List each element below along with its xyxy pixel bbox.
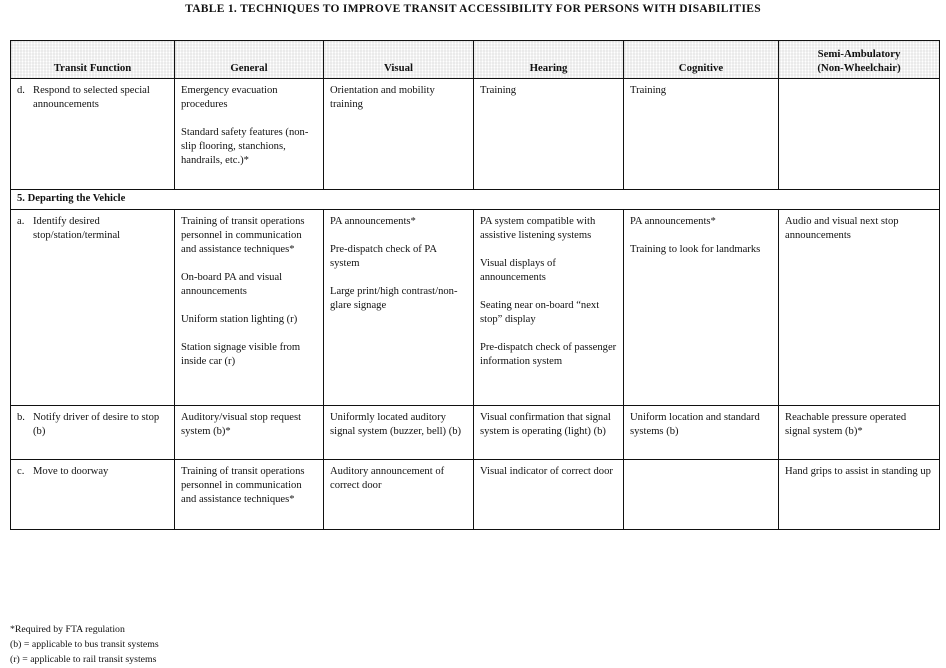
function-text: Notify driver of desire to stop (b) (33, 412, 160, 437)
cell-text: PA system compatible with assistive listening systems (480, 216, 596, 241)
cell-visual (324, 406, 474, 460)
function-text: Move to doorway (33, 466, 109, 477)
table-row (11, 210, 940, 406)
cell-text: Training of transit operations personnel in communication and assistance techniques* (181, 216, 305, 255)
row-label: a. (17, 216, 25, 227)
cell-cognitive (624, 406, 779, 460)
techniques-table (10, 40, 940, 530)
cell-visual (324, 460, 474, 530)
cell-semi-ambulatory (779, 406, 940, 460)
cell-text: Seating near on-board “next stop” display (480, 300, 600, 325)
cell-text: Training (480, 85, 517, 96)
header-row (11, 41, 940, 79)
cell-text: Training of transit operations personnel in communication and assistance techniques* (181, 466, 305, 505)
cell-semi-ambulatory (779, 460, 940, 530)
cell-cognitive (624, 460, 779, 530)
table-row (11, 460, 940, 530)
row-label: b. (17, 412, 25, 423)
header-semi-ambulatory-line1: Semi-Ambulatory (817, 48, 901, 60)
function-text: Respond to selected special announcements (33, 85, 150, 110)
cell-text: Pre-dispatch check of passenger information system (480, 342, 617, 367)
cell-text: PA announcements* (330, 216, 416, 227)
cell-general (175, 460, 324, 530)
table-row (11, 406, 940, 460)
cell-semi-ambulatory (779, 79, 940, 190)
cell-text: Uniform station lighting (r) (181, 314, 298, 325)
cell-text: Large print/high contrast/non-glare signage (330, 286, 458, 311)
cell-general (175, 79, 324, 190)
cell-text: Visual indicator of correct door (480, 466, 613, 477)
cell-text: Uniformly located auditory signal system (buzzer, bell) (b) (330, 412, 462, 437)
footnote: *Required by FTA regulation (10, 624, 125, 635)
cell-general (175, 406, 324, 460)
cell-text: Auditory announcement of correct door (330, 466, 445, 491)
footnote: (b) = applicable to bus transit systems (10, 639, 159, 650)
footnotes (10, 622, 159, 667)
cell-function (11, 79, 175, 190)
cell-text: Hand grips to assist in standing up (785, 466, 931, 477)
cell-semi-ambulatory (779, 210, 940, 406)
section-title: 5. Departing the Vehicle (17, 193, 126, 204)
cell-text: PA announcements* (630, 216, 716, 227)
row-label: c. (17, 466, 25, 477)
cell-text: Visual confirmation that signal system is operating (light) (b) (480, 412, 611, 437)
cell-text: Reachable pressure operated signal system (b)* (785, 412, 907, 437)
cell-text: Station signage visible from inside car (r) (181, 342, 301, 367)
cell-hearing (474, 460, 624, 530)
table-row (11, 79, 940, 190)
cell-function (11, 210, 175, 406)
cell-text: Emergency evacuation procedures (181, 85, 278, 110)
header-hearing: Hearing (474, 41, 624, 79)
cell-text: Audio and visual next stop announcements (785, 216, 899, 241)
cell-text: Standard safety features (non-slip flooring, stanchions, handrails, etc.)* (181, 127, 309, 166)
cell-hearing (474, 210, 624, 406)
cell-text: Orientation and mobility training (330, 85, 435, 110)
cell-text: Uniform location and standard systems (b) (630, 412, 760, 437)
header-transit-function: Transit Function (11, 41, 175, 79)
row-label: d. (17, 85, 25, 96)
cell-cognitive (624, 79, 779, 190)
header-cognitive: Cognitive (624, 41, 779, 79)
function-text: Identify desired stop/station/terminal (33, 216, 121, 241)
cell-function (11, 406, 175, 460)
cell-cognitive (624, 210, 779, 406)
header-semi-ambulatory-line2: (Non-Wheelchair) (817, 62, 901, 74)
section-row (11, 190, 940, 210)
cell-text: Pre-dispatch check of PA system (330, 244, 437, 269)
header-visual: Visual (324, 41, 474, 79)
cell-text: On-board PA and visual announcements (181, 272, 283, 297)
table-title: TABLE 1. TECHNIQUES TO IMPROVE TRANSIT ACCESSIBILITY FOR PERSONS WITH DISABILITIES (185, 3, 761, 15)
cell-hearing (474, 79, 624, 190)
cell-function (11, 460, 175, 530)
cell-visual (324, 210, 474, 406)
cell-text: Visual displays of announcements (480, 258, 556, 283)
cell-visual (324, 79, 474, 190)
header-semi-ambulatory (779, 41, 940, 79)
header-general: General (175, 41, 324, 79)
cell-text: Training to look for landmarks (630, 244, 761, 255)
cell-text: Training (630, 85, 667, 96)
cell-hearing (474, 406, 624, 460)
cell-general (175, 210, 324, 406)
footnote: (r) = applicable to rail transit systems (10, 654, 157, 665)
section-heading (11, 190, 940, 210)
cell-text: Auditory/visual stop request system (b)* (181, 412, 302, 437)
